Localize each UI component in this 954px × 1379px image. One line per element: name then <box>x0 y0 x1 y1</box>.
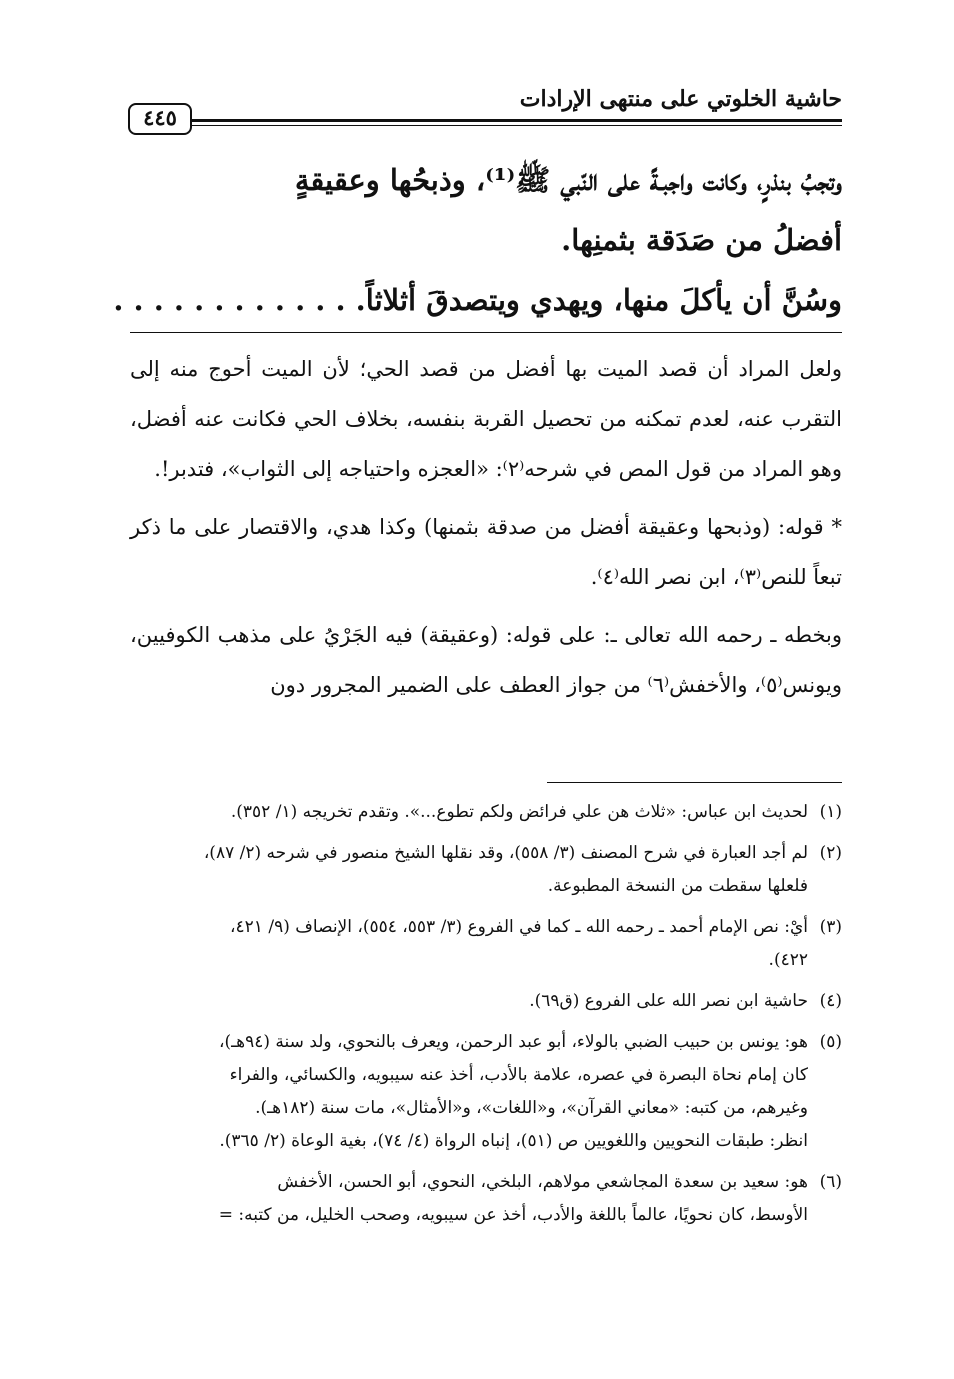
footnote-text <box>130 1026 808 1158</box>
header-rule-thin <box>192 125 842 126</box>
footnote-number: (٦) <box>819 1172 842 1192</box>
footnote-number: (٣) <box>819 917 842 937</box>
footnote-text <box>130 985 808 1018</box>
main-text-block <box>113 150 842 330</box>
footnote-line: لم أجد العبارة في شرح المصنف (٣/ ٥٥٨)، وقد نقلها الشيخ منصور في شرحه (٢/ ٨٧)، <box>203 843 808 863</box>
footnote <box>130 1166 842 1232</box>
footnote-line: وغيرهم، من كتبه: «معاني القرآن»، و«اللغات»، و«الأمثال»، مات سنة (١٨٢هـ). <box>255 1098 808 1118</box>
page-number-box: ٤٤٥ <box>128 103 192 135</box>
main-text-separator <box>130 332 842 333</box>
footnote-line: حاشية ابن نصر الله على الفروع (ق٦٩). <box>529 991 808 1011</box>
footnote-line: هو: يونس بن حبيب الضبي بالولاء، أبو عبد الرحمن، ويعرف بالنحوي، ولد سنة (٩٤هـ)، <box>219 1032 808 1052</box>
commentary-paragraph: وبخطه ـ رحمه الله تعالى ـ: على قوله: (وعقيقة) فيه الجَرْيُ على مذهب الكوفيين، ويونس⁽٥⁾، والأخفش⁽٦⁾ من جواز العطف على الضمير المجرور دون <box>130 623 842 697</box>
footnote <box>130 911 842 977</box>
running-header-title: حاشية الخلوتي على منتهى الإرادات <box>519 86 842 112</box>
main-text-line: وتجبُ بنذرٍ، وكانت واجبـةً على النّبي ﷺ⁽¹⁾، وذبحُها وعقيقةٍ <box>294 163 842 197</box>
footnote-line: لحديث ابن عباس: «ثلاث هن علي فرائض ولكم تطوع...». وتقدم تخريجه (١/ ٣٥٢). <box>230 802 808 822</box>
commentary-block <box>130 344 842 718</box>
footnote-line: هو: سعيد بن سعدة المجاشعي مولاهم، البلخي، النحوي، أبو الحسن، الأخفش <box>277 1172 808 1192</box>
footnote-number: (٥) <box>819 1032 842 1052</box>
footnote-line: ٤٢٢). <box>768 950 808 970</box>
footnote-line: أيْ: نص الإمام أحمد ـ رحمه الله ـ كما في الفروع (٣/ ٥٥٣، ٥٥٤)، الإنصاف (٩/ ٤٢١، <box>230 917 808 937</box>
footnote-text <box>130 837 808 903</box>
main-text-line: أفضلُ من صَدَقة بثمنِها. <box>561 223 842 257</box>
footnote <box>130 985 842 1018</box>
footnote-line: الأوسط، كان نحويًا، عالماً باللغة والأدب، أخذ عن سيبويه، وصحب الخليل، من كتبه: = <box>218 1205 808 1225</box>
footnote-line: انظر: طبقات النحويين واللغويين ص (٥١)، إنباه الرواة (٤/ ٧٤)، بغية الوعاة (٢/ ٣٦٥). <box>219 1131 808 1151</box>
footnote <box>130 796 842 829</box>
footnote-number: (٢) <box>819 843 842 863</box>
footnotes-block <box>130 796 842 1240</box>
commentary-paragraph: ولعل المراد أن قصد الميت بها أفضل من قصد الحي؛ لأن الميت أحوج منه إلى التقرب عنه، لعدم تمكنه من تحصيل القربة بنفسه، بخلاف الحي فكانت عنه أفضل، وهو المراد من قول المص في شرحه⁽٢⁾: «العجزه واحتياجه إلى الثواب»، فتدبر!. <box>130 357 842 481</box>
footnote-number: (٤) <box>819 991 842 1011</box>
footnote-separator <box>547 782 842 783</box>
commentary-paragraph: * قوله: (وذبحها وعقيقة أفضل من صدقة بثمنها) وكذا هدي، والاقتصار على ما ذكر تبعاً للنص⁽٣⁾، ابن نصر الله⁽٤⁾. <box>130 515 842 589</box>
footnote <box>130 837 842 903</box>
footnote-line: فلعلها سقطت من النسخة المطبوعة. <box>547 876 808 896</box>
footnote-line: كان إمام نحاة البصرة في عصره، علامة بالأدب، أخذ عنه سيبويه، والكسائي، والفراء <box>229 1065 808 1085</box>
footnote <box>130 1026 842 1158</box>
footnote-text <box>130 796 808 829</box>
footnote-text <box>130 1166 808 1232</box>
footnote-number: (١) <box>819 802 842 822</box>
main-text-line: وسُنَّ أن يأكلَ منها، ويهدي ويتصدقَ أثلاثاً. . . . . . . . . . . . . <box>113 283 842 317</box>
footnote-text <box>130 911 808 977</box>
header-rule <box>192 119 842 122</box>
